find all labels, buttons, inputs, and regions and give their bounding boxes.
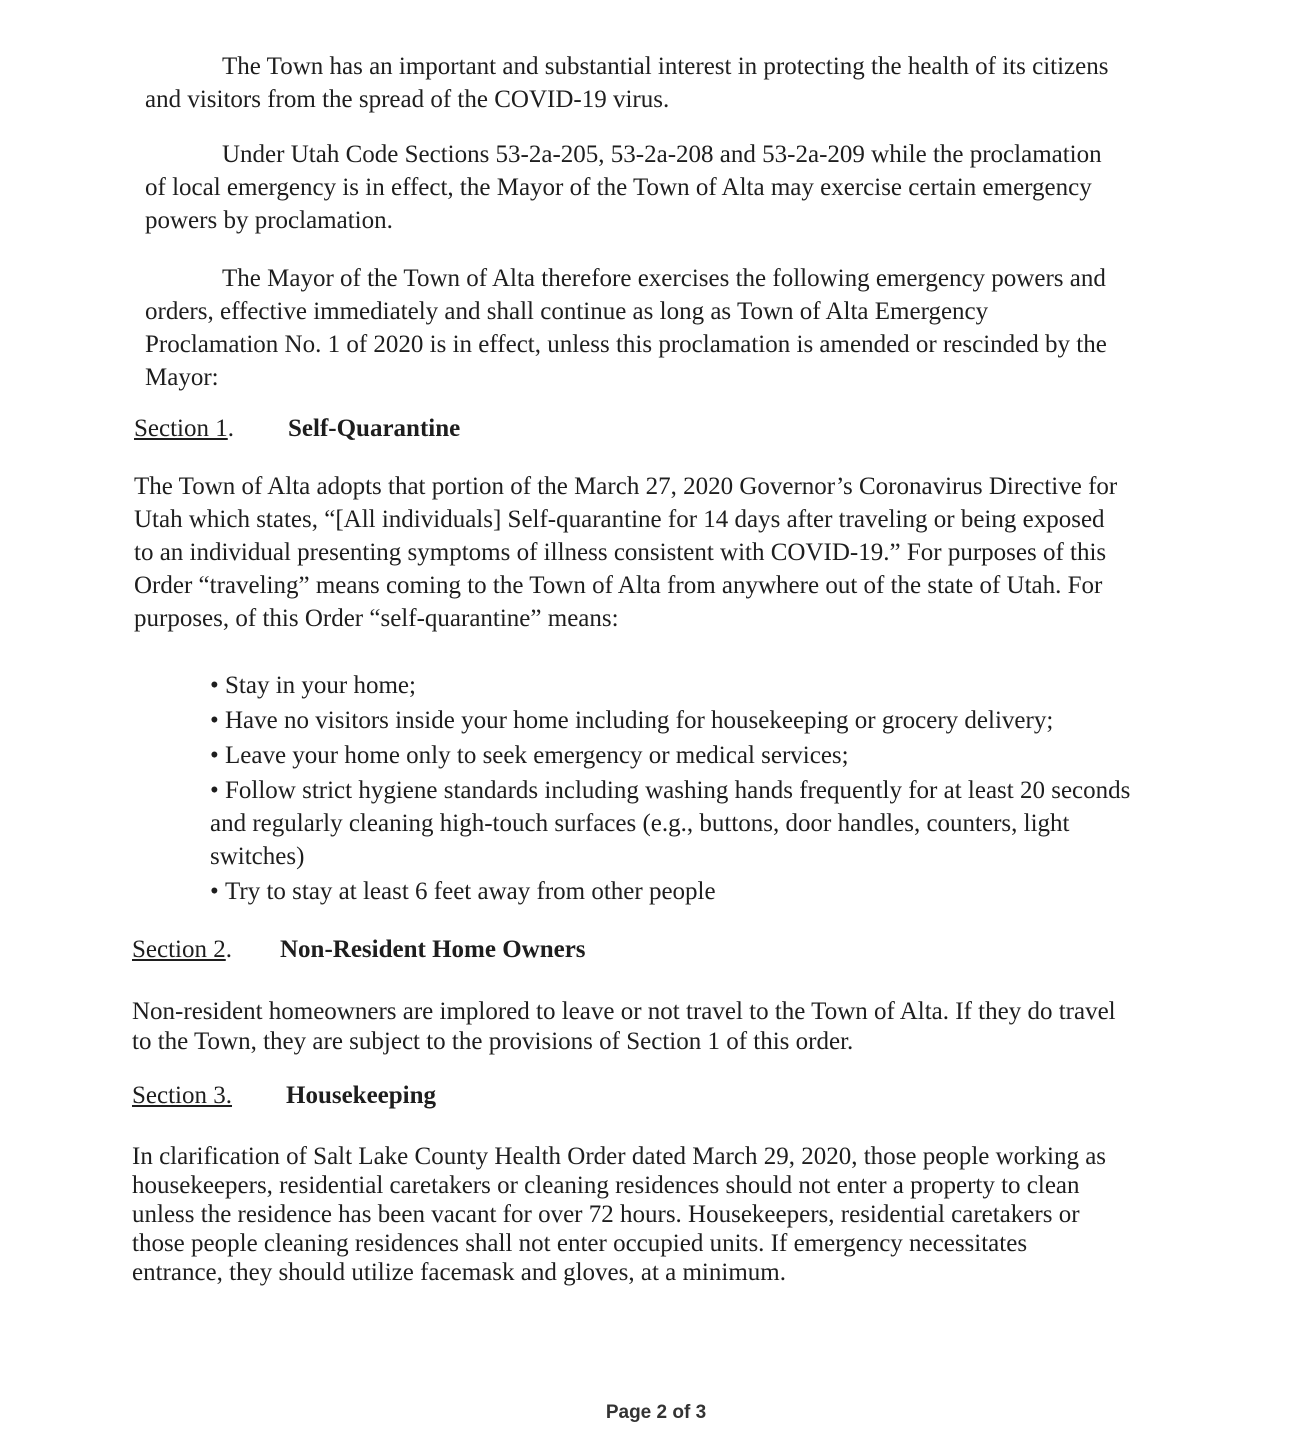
list-item-text: Follow strict hygiene standards including washing hands frequently for at least 20 seconds and regularly cleaning high-touch surfaces (e.g., buttons, door handles, counters, light switches) — [210, 777, 1131, 870]
section-2-number-suffix: . — [225, 936, 232, 963]
list-item-text: Leave your home only to seek emergency or medical services; — [225, 742, 849, 769]
section-2-heading — [132, 935, 586, 965]
bullet-icon: • — [210, 878, 219, 905]
section-3-number — [132, 1081, 286, 1111]
list-item-text: Stay in your home; — [225, 672, 416, 699]
list-item — [210, 704, 1160, 737]
bullet-icon: • — [210, 672, 219, 699]
bullet-icon: • — [210, 742, 219, 769]
section-1-number-suffix: . — [227, 415, 234, 442]
page-number: Page 2 of 3 — [605, 1402, 707, 1423]
section-3-number-text: Section 3. — [132, 1082, 232, 1109]
list-item-text: Have no visitors inside your home including for housekeeping or grocery delivery; — [225, 707, 1054, 734]
section-1-body: The Town of Alta adopts that portion of the March 27, 2020 Governor’s Coronavirus Directive for Utah which states, “[All individuals] Self-quarantine for 14 days after traveling or being exposed to an individual presenting symptoms of illness consistent with COVID-19.” For purposes of this Order “traveling” means coming to the Town of Alta from anywhere out of the state of Utah. For purposes, of this Order “self-quarantine” means: — [134, 473, 1118, 632]
section-2-title: Non-Resident Home Owners — [280, 936, 586, 963]
bullet-icon: • — [210, 777, 219, 804]
intro-paragraph-2: Under Utah Code Sections 53-2a-205, 53-2a-208 and 53-2a-209 while the proclamation of local emergency is in effect, the Mayor of the Town of Alta may exercise certain emergency powers by proclamation. — [145, 141, 1102, 234]
list-item — [210, 774, 1160, 873]
section-1-heading — [134, 414, 460, 444]
list-item — [210, 669, 1160, 702]
section-2-number-text: Section 2 — [132, 936, 226, 963]
section-1-number-text: Section 1 — [134, 415, 228, 442]
section-1-title: Self-Quarantine — [288, 415, 461, 442]
section-3-body: In clarification of Salt Lake County Health Order dated March 29, 2020, those people working as housekeepers, residential caretakers or cleaning residences should not enter a property to clean unless the residence has been vacant for over 72 hours. Housekeepers, residential caretakers or those people cleaning residences shall not enter occupied units. If emergency necessitates entrance, they should utilize facemask and gloves, at a minimum. — [132, 1143, 1107, 1286]
section-1-number — [134, 414, 288, 444]
bullet-icon: • — [210, 707, 219, 734]
section-2-number — [132, 935, 280, 965]
list-item — [210, 875, 1160, 908]
section-3-title: Housekeeping — [286, 1082, 437, 1109]
self-quarantine-list — [210, 669, 1160, 910]
intro-paragraph-3: The Mayor of the Town of Alta therefore exercises the following emergency powers and orders, effective immediately and shall continue as long as Town of Alta Emergency Proclamation No. 1 of 2020 is in effect, unless this proclamation is amended or rescinded by the Mayor: — [145, 265, 1107, 391]
intro-paragraph-1: The Town has an important and substantial interest in protecting the health of its citizens and visitors from the spread of the COVID-19 virus. — [145, 53, 1109, 113]
section-2-body: Non-resident homeowners are implored to leave or not travel to the Town of Alta. If they do travel to the Town, they are subject to the provisions of Section 1 of this order. — [132, 998, 1116, 1055]
section-3-heading — [132, 1081, 436, 1111]
list-item-text: Try to stay at least 6 feet away from other people — [225, 878, 716, 905]
list-item — [210, 739, 1160, 772]
